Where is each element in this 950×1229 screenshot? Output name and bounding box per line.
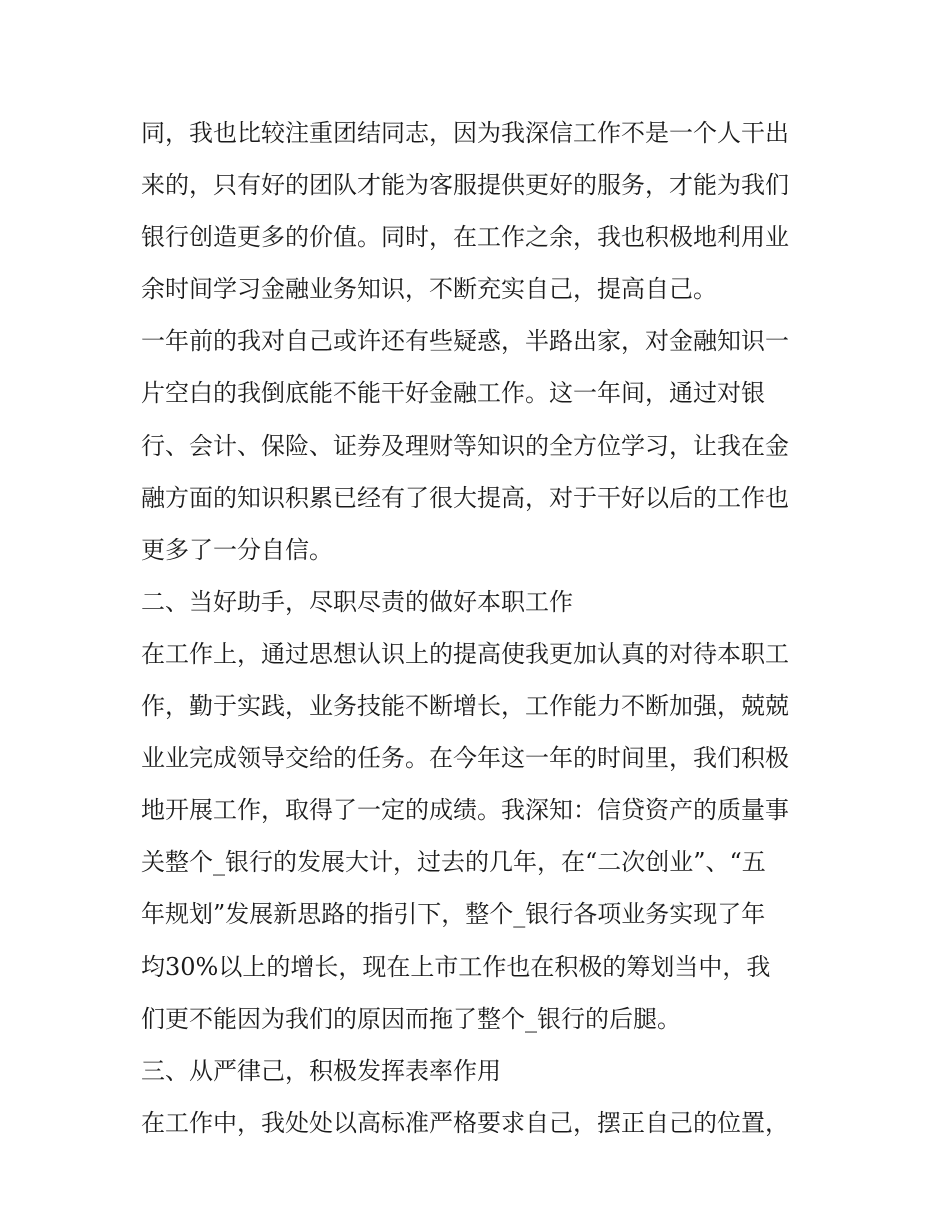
text-line: 作，勤于实践，业务技能不断增长，工作能力不断加强，兢兢	[141, 692, 789, 721]
text-line: 在工作上，通过思想认识上的提高使我更加认真的对待本职工	[141, 639, 789, 668]
text-line: 业业完成领导交给的任务。在今年这一年的时间里，我们积极	[141, 744, 789, 773]
text-line: 均30%以上的增长，现在上市工作也在积极的筹划当中，我	[141, 952, 771, 981]
section-heading: 三、从严律己，积极发挥表率作用	[141, 1056, 501, 1085]
text-line: 融方面的知识积累已经有了很大提高，对于干好以后的工作也	[141, 483, 789, 512]
text-line: 一年前的我对自己或许还有些疑惑，半路出家，对金融知识一	[141, 327, 789, 356]
text-line: 余时间学习金融业务知识，不断充实自己，提高自己。	[141, 275, 717, 304]
text-line: 行、会计、保险、证券及理财等知识的全方位学习，让我在金	[141, 431, 789, 460]
text-line: 地开展工作，取得了一定的成绩。我深知：信贷资产的质量事	[141, 796, 789, 825]
text-line: 们更不能因为我们的原因而拖了整个_银行的后腿。	[141, 1004, 681, 1033]
document-body	[141, 107, 821, 1149]
text-line: 关整个_银行的发展大计，过去的几年，在“二次创业”、“五	[141, 848, 766, 877]
text-line: 在工作中，我处处以高标准严格要求自己，摆正自己的位置，	[141, 1108, 789, 1137]
text-line: 银行创造更多的价值。同时，在工作之余，我也积极地利用业	[141, 223, 789, 252]
section-heading: 二、当好助手，尽职尽责的做好本职工作	[141, 587, 573, 616]
text-line: 更多了一分自信。	[141, 535, 333, 564]
text-line: 片空白的我倒底能不能干好金融工作。这一年间，通过对银	[141, 379, 765, 408]
text-line: 来的，只有好的团队才能为客服提供更好的服务，才能为我们	[141, 171, 789, 200]
text-line: 年规划”发展新思路的指引下，整个_银行各项业务实现了年	[141, 900, 766, 929]
text-line: 同，我也比较注重团结同志，因为我深信工作不是一个人干出	[141, 119, 789, 147]
